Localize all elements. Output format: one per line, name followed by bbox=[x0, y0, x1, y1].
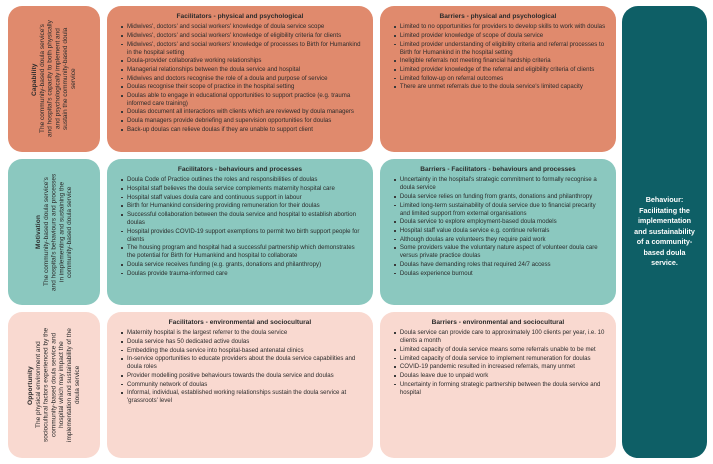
list-item: Doula service relies on funding from grants, donations and philanthropy bbox=[400, 193, 607, 201]
behaviour-text: Behaviour: Facilitating the implementation and sustainability of a community-based doula service. bbox=[634, 195, 695, 268]
list-facilitators-motivation bbox=[116, 176, 364, 277]
panel-title-facilitators-motivation: Facilitators - behaviours and processes bbox=[177, 166, 303, 173]
component-description-opportunity: The physical environment and sociocultural factors experienced by the community-based doula service and hospital which may impact the implementation and sustainability of the doula service bbox=[34, 327, 81, 443]
panel-title-facilitators-opportunity: Facilitators - environmental and sociocultural bbox=[168, 319, 312, 326]
list-item: Doula service can provide care to approximately 100 clients per year, i.e. 10 clients a month bbox=[400, 329, 607, 345]
list-item: Hospital staff value doula service e.g. continue referrals bbox=[400, 227, 607, 235]
list-item: Doula managers provide debriefing and supervision opportunities for doulas bbox=[127, 117, 364, 125]
panel-title-barriers-opportunity: Barriers - environmental and sociocultural bbox=[431, 319, 565, 326]
list-item: Embedding the doula service into hospital-based antenatal clinics bbox=[127, 347, 364, 355]
list-item: Uncertainty in forming strategic partnership between the doula service and hospital bbox=[400, 381, 607, 397]
list-item: Doula service has 50 dedicated active doulas bbox=[127, 338, 364, 346]
list-item: Limited long-term sustainability of doula service due to financial precarity and limited support from external organisations bbox=[400, 202, 607, 218]
list-item: Doulas have demanding roles that required 24/7 access bbox=[400, 261, 607, 269]
list-item: Some providers value the voluntary nature aspect of volunteer doula care versus private practice doulas bbox=[400, 244, 607, 260]
list-item: Doulas provide trauma-informed care bbox=[127, 270, 364, 278]
row-motivation bbox=[8, 159, 616, 305]
list-item: Limited capacity of doula service to implement remuneration for doulas bbox=[400, 355, 607, 363]
list-item: Doula service receives funding (e.g. grants, donations and philanthropy) bbox=[127, 261, 364, 269]
list-item: Birth for Humankind considering providing remuneration for their doulas bbox=[127, 202, 364, 210]
list-item: Midwives', doctors' and social workers' knowledge of processes to Birth for Humankind in the hospital setting bbox=[127, 41, 364, 57]
component-label-motivation bbox=[8, 159, 100, 305]
row-capability bbox=[8, 6, 616, 152]
component-label-opportunity bbox=[8, 312, 100, 458]
list-item: Successful collaboration between the doula service and hospital to establish abortion doulas bbox=[127, 211, 364, 227]
component-label-motivation-text bbox=[35, 173, 74, 291]
list-item: Doula Code of Practice outlines the roles and responsibilities of doulas bbox=[127, 176, 364, 184]
list-item: Hospital provides COVID-19 support exemptions to permit two birth support people for clients bbox=[127, 228, 364, 244]
list-item: Doulas leave due to unpaid work bbox=[400, 372, 607, 380]
list-item: There are unmet referrals due to the doula service's limited capacity bbox=[400, 83, 607, 91]
component-title-motivation: Motivation bbox=[34, 215, 42, 250]
list-item: Limited follow-up on referral outcomes bbox=[400, 75, 607, 83]
list-item: Limited provider understanding of eligibility criteria and referral processes to Birth for Humankind in the hospital setting bbox=[400, 41, 607, 57]
list-item: COVID-19 pandemic resulted in increased referrals, many unmet bbox=[400, 363, 607, 371]
list-barriers-motivation bbox=[389, 176, 607, 277]
component-title-opportunity: Opportunity bbox=[26, 366, 34, 405]
list-item: Although doulas are volunteers they require paid work bbox=[400, 236, 607, 244]
list-barriers-opportunity bbox=[389, 329, 607, 396]
panel-facilitators-opportunity bbox=[107, 312, 373, 458]
list-item: Midwives', doctors' and social workers' knowledge of doula service scope bbox=[127, 23, 364, 31]
list-item: Ineligible referrals not meeting financial hardship criteria bbox=[400, 57, 607, 65]
component-label-opportunity-text bbox=[27, 326, 82, 444]
list-item: Provider modelling positive behaviours towards the doula service and doulas bbox=[127, 372, 364, 380]
list-item: Midwives and doctors recognise the role of a doula and purpose of service bbox=[127, 75, 364, 83]
component-description-motivation: The community-based doula service's and hospital's behaviours and processes in implementing and sustaining the community-based doula service bbox=[42, 173, 73, 291]
list-item: Back-up doulas can relieve doulas if they are unable to support client bbox=[127, 126, 364, 134]
component-rows bbox=[8, 6, 616, 458]
panel-facilitators-capability bbox=[107, 6, 373, 152]
list-facilitators-capability bbox=[116, 23, 364, 133]
panel-barriers-opportunity bbox=[380, 312, 616, 458]
component-description-capability: The community-based doula service's and hospital's capacity to both physically and psychologically implement and sustain the community-based doula service bbox=[38, 20, 77, 138]
list-item: Maternity hospital is the largest referrer to the doula service bbox=[127, 329, 364, 337]
list-barriers-capability bbox=[389, 23, 607, 91]
list-item: Uncertainty in the hospital's strategic commitment to formally recognise a doula service bbox=[400, 176, 607, 192]
list-item: The housing program and hospital had a successful partnership which demonstrates the potential for Birth for Humankind and hospital to collaborate bbox=[127, 244, 364, 260]
list-item: In-service opportunities to educate providers about the doula service capabilities and doula roles bbox=[127, 355, 364, 371]
list-item: Informal, individual, established working relationships sustain the doula service at 'grassroots' level bbox=[127, 389, 364, 405]
list-item: Managerial relationships between the doula service and hospital bbox=[127, 66, 364, 74]
list-item: Doula-provider collaborative working relationships bbox=[127, 57, 364, 65]
list-item: Community network of doulas bbox=[127, 381, 364, 389]
list-item: Doulas experience burnout bbox=[400, 270, 607, 278]
list-item: Doulas able to engage in educational opportunities to support practice (e.g. trauma informed care training) bbox=[127, 92, 364, 108]
list-item: Midwives', doctors' and social workers' knowledge of eligibility criteria for clients bbox=[127, 32, 364, 40]
panel-title-facilitators-capability: Facilitators - physical and psychological bbox=[176, 13, 304, 20]
panel-facilitators-motivation bbox=[107, 159, 373, 305]
component-label-capability bbox=[8, 6, 100, 152]
list-item: Limited capacity of doula service means some referrals unable to be met bbox=[400, 346, 607, 354]
component-title-capability: Capability bbox=[30, 63, 38, 96]
list-item: Hospital staff believes the doula service complements maternity hospital care bbox=[127, 185, 364, 193]
list-item: Hospital staff values doula care and continuous support in labour bbox=[127, 194, 364, 202]
list-item: Limited provider knowledge of scope of doula service bbox=[400, 32, 607, 40]
row-opportunity bbox=[8, 312, 616, 458]
panel-barriers-capability bbox=[380, 6, 616, 152]
panel-title-barriers-motivation: Barriers - Facilitators - behaviours and processes bbox=[420, 166, 576, 173]
behaviour-panel bbox=[622, 6, 707, 458]
panel-barriers-motivation bbox=[380, 159, 616, 305]
list-item: Doula service to explore employment-based doula models bbox=[400, 218, 607, 226]
panel-title-barriers-capability: Barriers - physical and psychological bbox=[439, 13, 557, 20]
list-item: Limited provider knowledge of the referral and eligibility criteria of clients bbox=[400, 66, 607, 74]
list-facilitators-opportunity bbox=[116, 329, 364, 405]
list-item: Limited to no opportunities for providers to develop skills to work with doulas bbox=[399, 23, 606, 31]
list-item: Doulas recognise their scope of practice in the hospital setting bbox=[127, 83, 364, 91]
component-label-capability-text bbox=[31, 20, 78, 138]
list-item: Doulas document all interactions with clients which are reviewed by doula managers bbox=[127, 108, 364, 116]
